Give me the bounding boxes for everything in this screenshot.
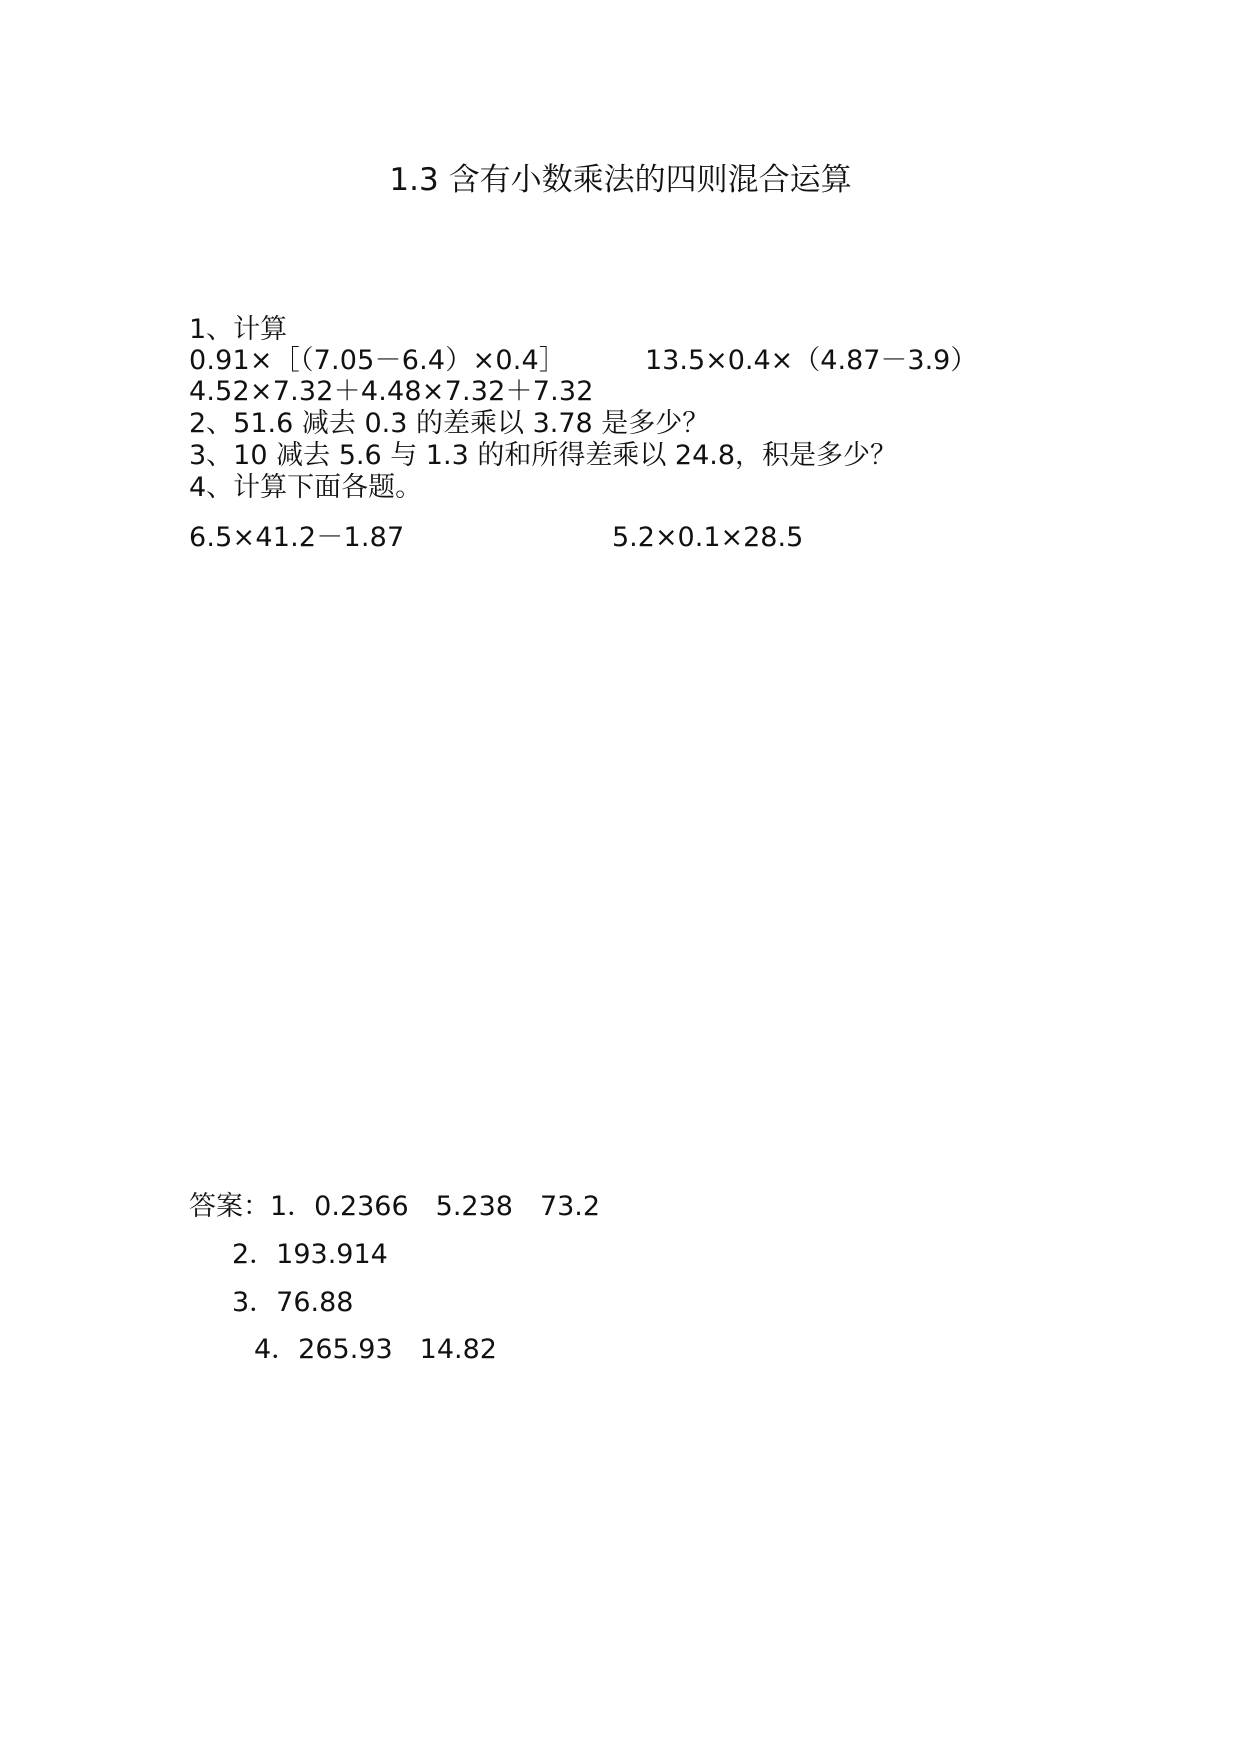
question-1-expression-b: 13.5×0.4×（4.87－3.9） — [645, 345, 978, 376]
question-1-expression-a: 0.91×［（7.05－6.4）×0.4］ — [189, 345, 567, 376]
answer-1: 1．0.2366 5.238 73.2 — [270, 1191, 601, 1222]
question-4-expression-b: 5.2×0.1×28.5 — [612, 522, 804, 553]
question-1-heading: 1、计算 — [189, 314, 288, 345]
answers-row-1 — [189, 1190, 600, 1224]
answer-2: 2．193.914 — [232, 1239, 388, 1270]
answer-3: 3．76.88 — [232, 1287, 354, 1318]
page-title: 1.3 含有小数乘法的四则混合运算 — [389, 162, 852, 198]
answer-4: 4．265.93 14.82 — [254, 1334, 497, 1365]
answers-label: 答案： — [189, 1191, 270, 1222]
question-3: 3、10 减去 5.6 与 1.3 的和所得差乘以 24.8，积是多少？ — [189, 440, 898, 471]
question-4-heading: 4、计算下面各题。 — [189, 472, 423, 503]
question-4-expression-a: 6.5×41.2－1.87 — [189, 522, 405, 553]
question-2: 2、51.6 减去 0.3 的差乘以 3.78 是多少？ — [189, 408, 710, 439]
question-1-expression-c: 4.52×7.32＋4.48×7.32＋7.32 — [189, 376, 594, 407]
